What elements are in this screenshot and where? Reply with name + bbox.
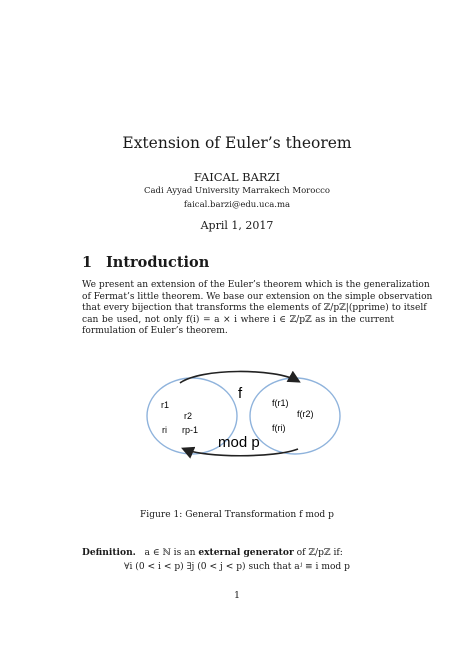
mod-p-label: mod p [218,434,260,451]
intro-line: that every bijection that transforms the elements of ℤ/pℤ|(pprime) to itself [82,303,427,314]
author-email[interactable]: faical.barzi@edu.uca.ma [183,200,291,210]
intro-line: of Fermat’s little theorem. We base our extension on the simple observation [82,291,433,302]
paper-title: Extension of Euler’s theorem [122,134,352,152]
mapping-arrow [180,371,298,383]
set-element: rp-1 [182,425,199,435]
intro-line: can be used, not only f(i) = a × i where i ∈ ℤ/pℤ as in the current [82,314,394,325]
figure-caption: Figure 1: General Transformation f mod p [140,510,334,520]
intro-paragraph [82,280,433,338]
transformation-diagram [0,366,474,466]
codomain-set-ellipse [250,378,340,454]
intro-line: formulation of Euler’s theorem. [82,326,228,337]
set-element: r1 [161,400,170,410]
image-element: f(r1) [272,398,289,408]
affiliation: Cadi Ayyad University Marrakech Morocco [143,186,331,196]
definition [82,547,343,558]
page-number: 1 [233,590,241,601]
function-label: f [238,385,243,402]
definition-label: Definition. [82,547,136,558]
section-title: Introduction [106,254,210,271]
image-element: f(ri) [272,423,286,433]
image-element: f(r2) [297,409,314,419]
author-name: FAICAL BARZI [193,170,281,184]
intro-line: We present an extension of the Euler’s theorem which is the generalization [82,280,430,290]
section-number: 1 [82,254,93,271]
set-element: r2 [184,411,193,421]
definition-term: external generator [198,547,294,558]
definition-formula: ∀i (0 < i < p) ∃j (0 < j < p) such that aʲ ≡ i mod p [124,562,350,572]
section-heading [82,254,209,271]
set-element: ri [162,425,167,435]
definition-text: a ∈ ℕ is an [144,548,196,558]
definition-text-after: of ℤ/pℤ if: [296,548,343,558]
publication-date: April 1, 2017 [200,219,274,232]
